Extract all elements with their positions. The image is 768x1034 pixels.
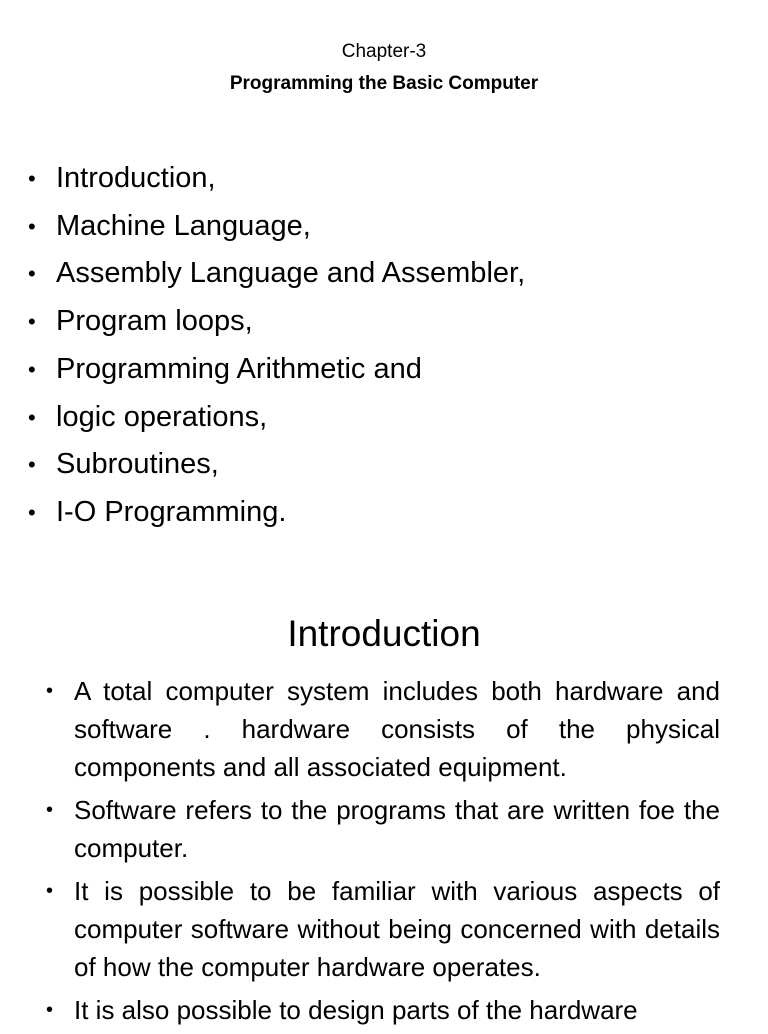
toc-item-label: Program loops,	[56, 305, 253, 338]
bullet-icon: •	[28, 213, 36, 239]
toc-item-label: Programming Arithmetic and	[56, 352, 422, 385]
toc-item-introduction	[28, 155, 525, 203]
toc-item-label: Assembly Language and Assembler,	[56, 257, 526, 290]
toc-item-label: I-O Programming.	[56, 495, 287, 528]
toc-item-label: Introduction,	[56, 162, 216, 194]
toc-item-program-loops	[28, 298, 525, 346]
toc-item-io-programming	[28, 489, 525, 537]
bullet-icon: •	[28, 499, 36, 525]
intro-bullet	[46, 672, 720, 786]
bullet-icon: •	[46, 999, 54, 1021]
toc-list	[28, 155, 525, 537]
bullet-icon: •	[28, 309, 36, 335]
bullet-icon: •	[28, 356, 36, 382]
intro-bullet-text: A total computer system includes both hardware and software . hardware consists of the physical components and all associated equipment.	[74, 676, 720, 782]
chapter-label: Chapter-3	[341, 41, 427, 62]
intro-bullet	[46, 991, 720, 1029]
bullet-icon: •	[28, 404, 36, 430]
toc-item-label: Machine Language,	[56, 209, 311, 242]
chapter-title: Programming the Basic Computer	[229, 73, 539, 94]
slide-header	[0, 38, 768, 98]
bullet-icon: •	[28, 166, 36, 191]
section-title-introduction: Introduction	[287, 613, 481, 654]
toc-item-label: Subroutines,	[56, 448, 219, 481]
bullet-icon: •	[28, 452, 36, 478]
toc-item-subroutines	[28, 441, 525, 489]
intro-bullet-text: It is also possible to design parts of the hardware	[74, 995, 638, 1025]
intro-bullet	[46, 872, 720, 986]
toc-item-label: logic operations,	[56, 400, 268, 433]
toc-item-logic-operations	[28, 394, 525, 442]
bullet-icon: •	[28, 261, 36, 287]
toc-item-machine-language	[28, 203, 525, 251]
bullet-icon: •	[46, 680, 54, 702]
bullet-icon: •	[46, 799, 54, 821]
intro-bullet-text: It is possible to be familiar with various aspects of computer software without being concerned with details of how the computer hardware operates.	[74, 876, 720, 982]
bullet-icon: •	[46, 880, 54, 902]
introduction-list	[46, 672, 720, 1034]
intro-bullet	[46, 791, 720, 867]
intro-bullet-text: Software refers to the programs that are written foe the computer.	[74, 795, 720, 863]
toc-item-programming-arithmetic	[28, 346, 525, 394]
toc-item-assembly-language	[28, 250, 525, 298]
